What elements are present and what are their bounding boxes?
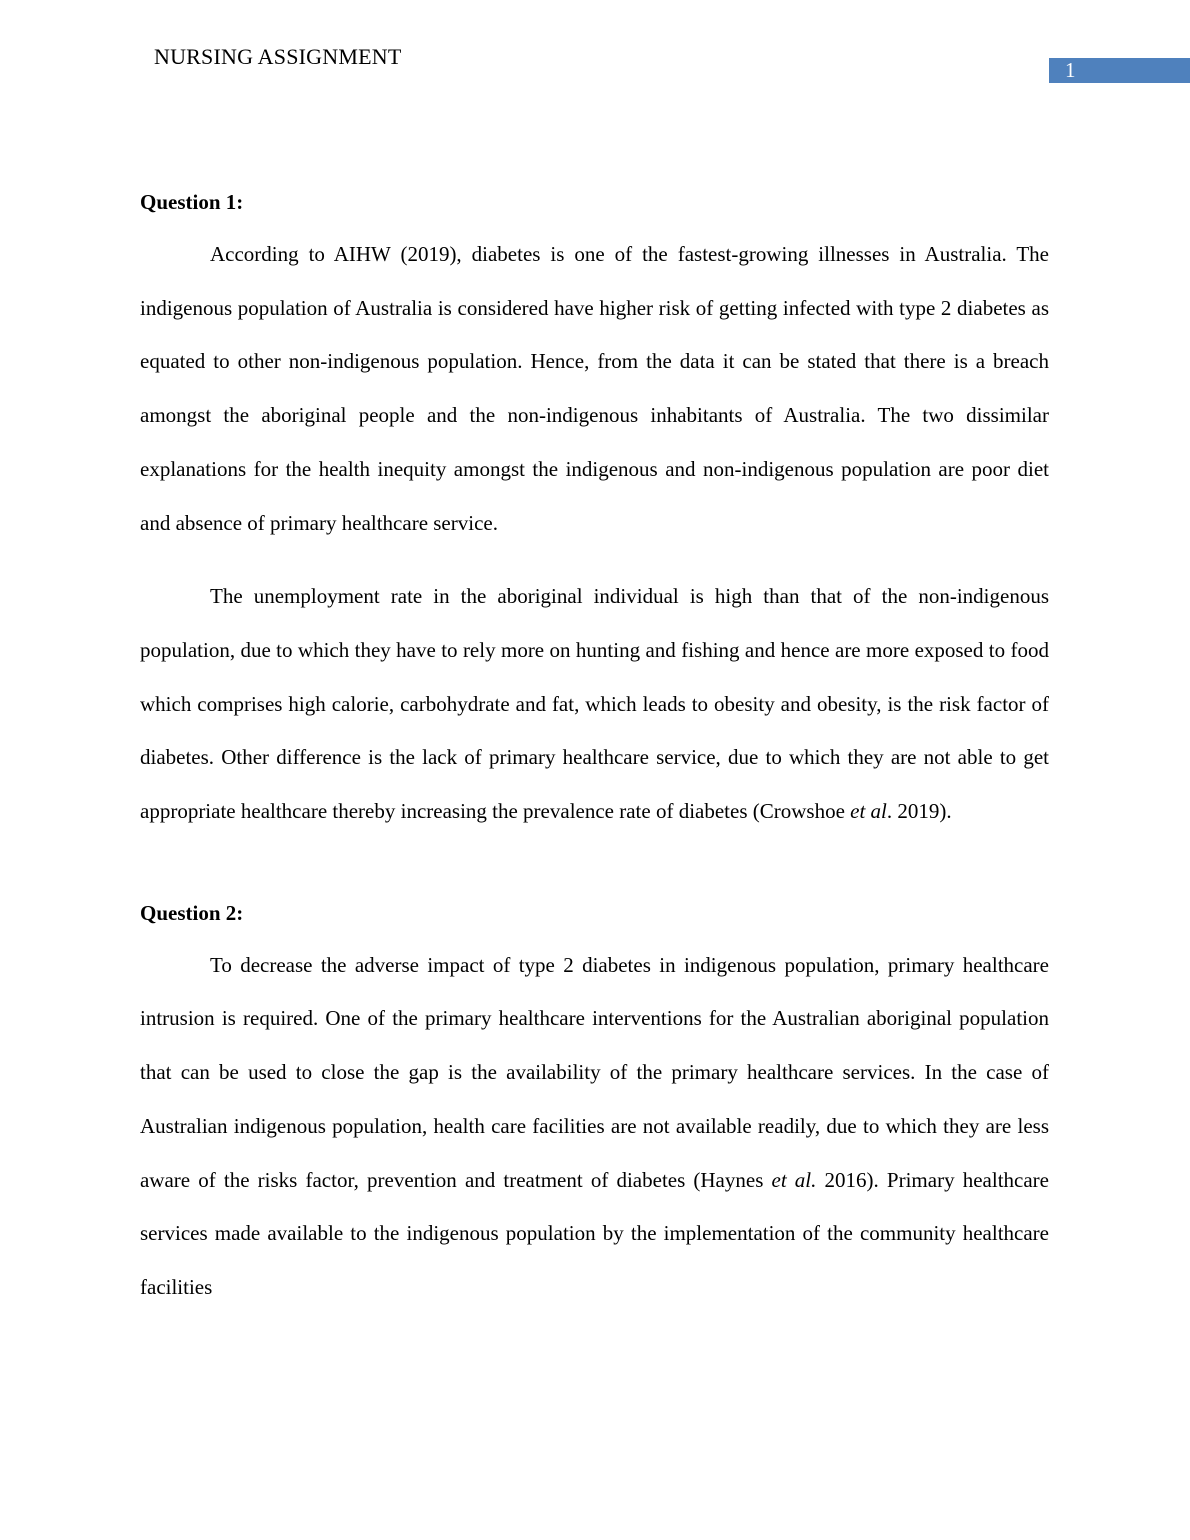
- page-number-bar: [1049, 58, 1190, 83]
- question-1-heading: Question 1:: [140, 190, 244, 214]
- citation-italic: et al: [850, 799, 887, 824]
- citation-italic: et al.: [771, 1167, 817, 1192]
- question-2-paragraph-1: [140, 939, 1049, 1315]
- page-number: 1: [1065, 58, 1076, 82]
- question-2-heading: Question 2:: [140, 900, 244, 925]
- running-head: NURSING ASSIGNMENT: [154, 44, 402, 69]
- question-1-paragraph-2: [140, 570, 1049, 839]
- document-body: [140, 182, 1049, 1315]
- paragraph-spacer: [140, 550, 1049, 570]
- paragraph-text: 2016). Primary healthcare services made available to the indigenous population by the implementation of the community healthcare facilities: [140, 1167, 1049, 1299]
- paragraph-text: . 2019).: [886, 799, 952, 824]
- paragraph-text: To decrease the adverse impact of type 2 diabetes in indigenous population, primary healthcare intrusion is required. One of the primary healthcare interventions for the Australian aboriginal population that can be used to close the gap is the availability of the primary healthcare services. In the case of Australian indigenous population, health care facilities are not available readily, due to which they are less aware of the risks factor, prevention and treatment of diabetes (Haynes: [140, 952, 1049, 1192]
- section-spacer: [140, 839, 1049, 893]
- question-1-paragraph-1: According to AIHW (2019), diabetes is one of the fastest-growing illnesses in Australia. The indigenous population of Australia is considered have higher risk of getting infected with type 2 diabetes as equated to other non-indigenous population. Hence, from the data it can be stated that there is a breach amongst the aboriginal people and the non-indigenous inhabitants of Australia. The two dissimilar explanations for the health inequity amongst the indigenous and non-indigenous population are poor diet and absence of primary healthcare service.: [140, 242, 1049, 535]
- paragraph-text: The unemployment rate in the aboriginal individual is high than that of the non-indigenous population, due to which they have to rely more on hunting and fishing and hence are more exposed to food which comprises high calorie, carbohydrate and fat, which leads to obesity and obesity, is the risk factor of diabetes. Other difference is the lack of primary healthcare service, due to which they are not able to get appropriate healthcare thereby increasing the prevalence rate of diabetes (Crowshoe: [140, 584, 1049, 824]
